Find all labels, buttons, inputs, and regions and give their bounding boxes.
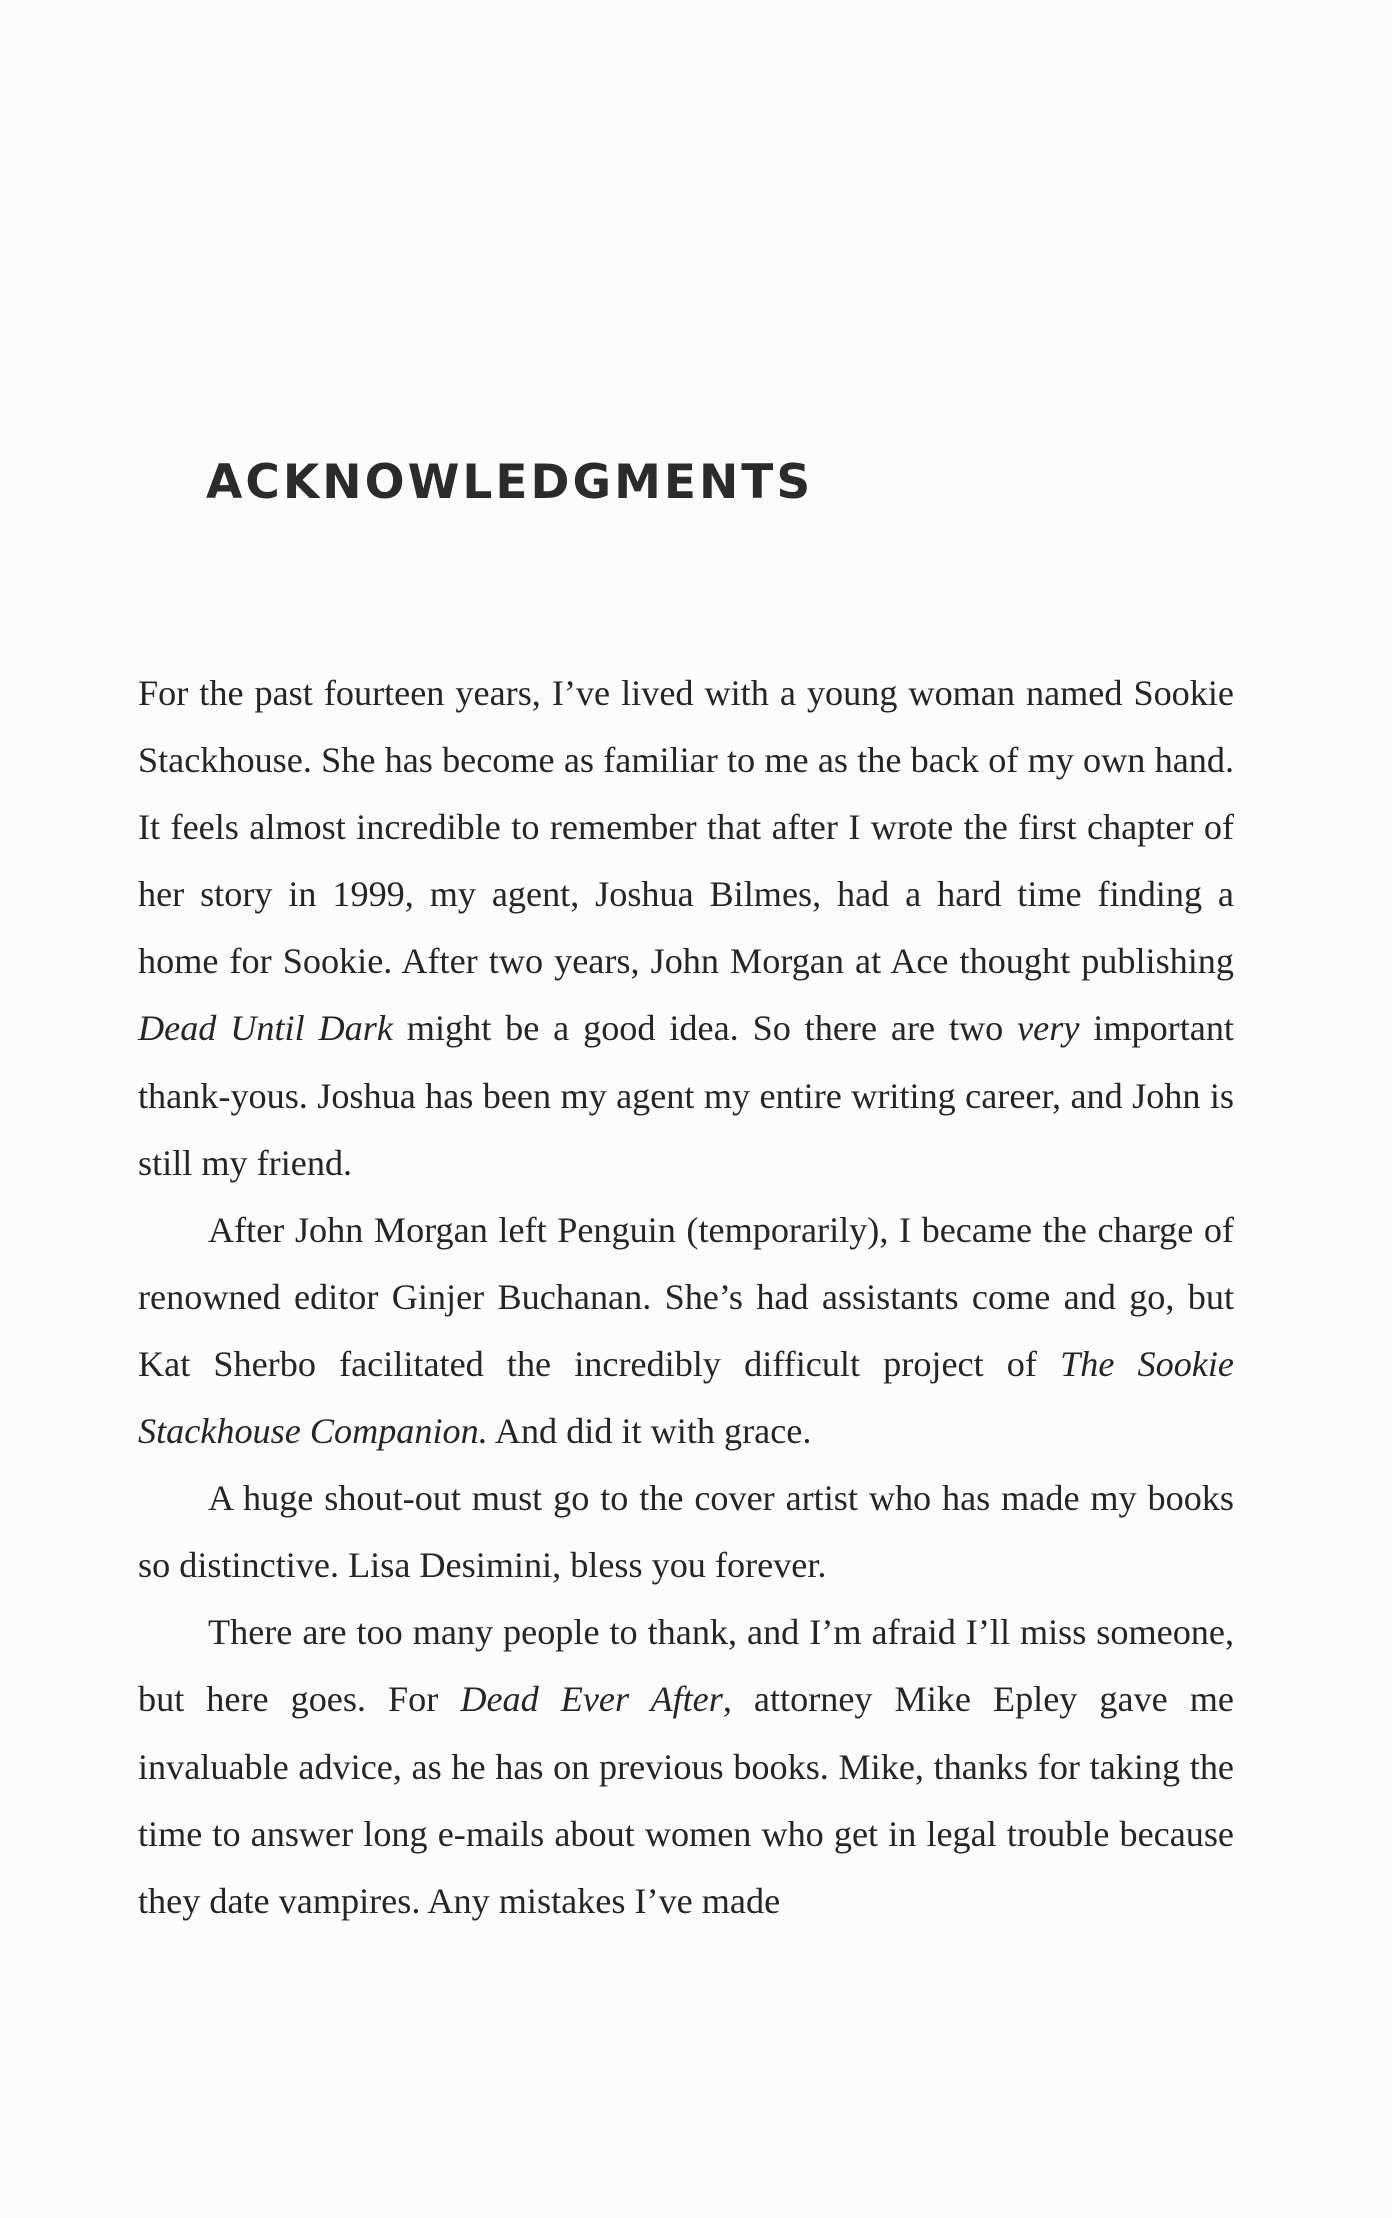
paragraph-1 xyxy=(138,660,1234,1197)
text-segment: After John Morgan left Penguin (temporarily), I became the charge of renowned editor Ginjer Buchanan. She’s had assistants come and go, but Kat Sherbo facilitated the incredibly difficult project of xyxy=(138,1209,1234,1384)
text-segment: might be a good idea. So there are two xyxy=(392,1008,1018,1049)
book-title-companion: The Sookie Stackhouse Companion. xyxy=(138,1343,1234,1452)
text-segment: For the past fourteen years, I’ve lived with a young woman named Sookie Stackhouse. She has become as familiar to me as the back of my own hand. It feels almost incredible to remember that after I wrote the first chapter of her story in 1999, my agent, Joshua Bilmes, had a hard time finding a home for Sookie. After two years, John Morgan at Ace thought publishing xyxy=(138,673,1234,982)
acknowledgments-body xyxy=(138,660,1234,1935)
paragraph-2 xyxy=(138,1197,1234,1465)
paragraph-4 xyxy=(138,1599,1234,1934)
page-heading: ACKNOWLEDGMENTS xyxy=(206,455,814,510)
text-segment: important thank-yous. Joshua has been my agent my entire writing career, and John is still my friend. xyxy=(138,1008,1234,1183)
text-segment: , attorney Mike Epley gave me invaluable advice, as he has on previous books. Mike, thanks for taking the time to answer long e-mails about women who get in legal trouble because they date vampires. Any mistakes I’ve made xyxy=(138,1679,1234,1921)
emphasis-very: very xyxy=(1017,1008,1080,1049)
text-segment: There are too many people to thank, and I’m afraid I’ll miss someone, but here goes. For xyxy=(138,1612,1234,1720)
text-segment: A huge shout-out must go to the cover artist who has made my books so distinctive. Lisa Desimini, bless you forever. xyxy=(138,1478,1234,1586)
text-segment: And did it with grace. xyxy=(487,1411,812,1452)
book-title-dead-ever-after: Dead Ever After xyxy=(460,1679,723,1720)
paragraph-3 xyxy=(138,1465,1234,1599)
book-title-dead-until-dark: Dead Until Dark xyxy=(138,1008,393,1049)
